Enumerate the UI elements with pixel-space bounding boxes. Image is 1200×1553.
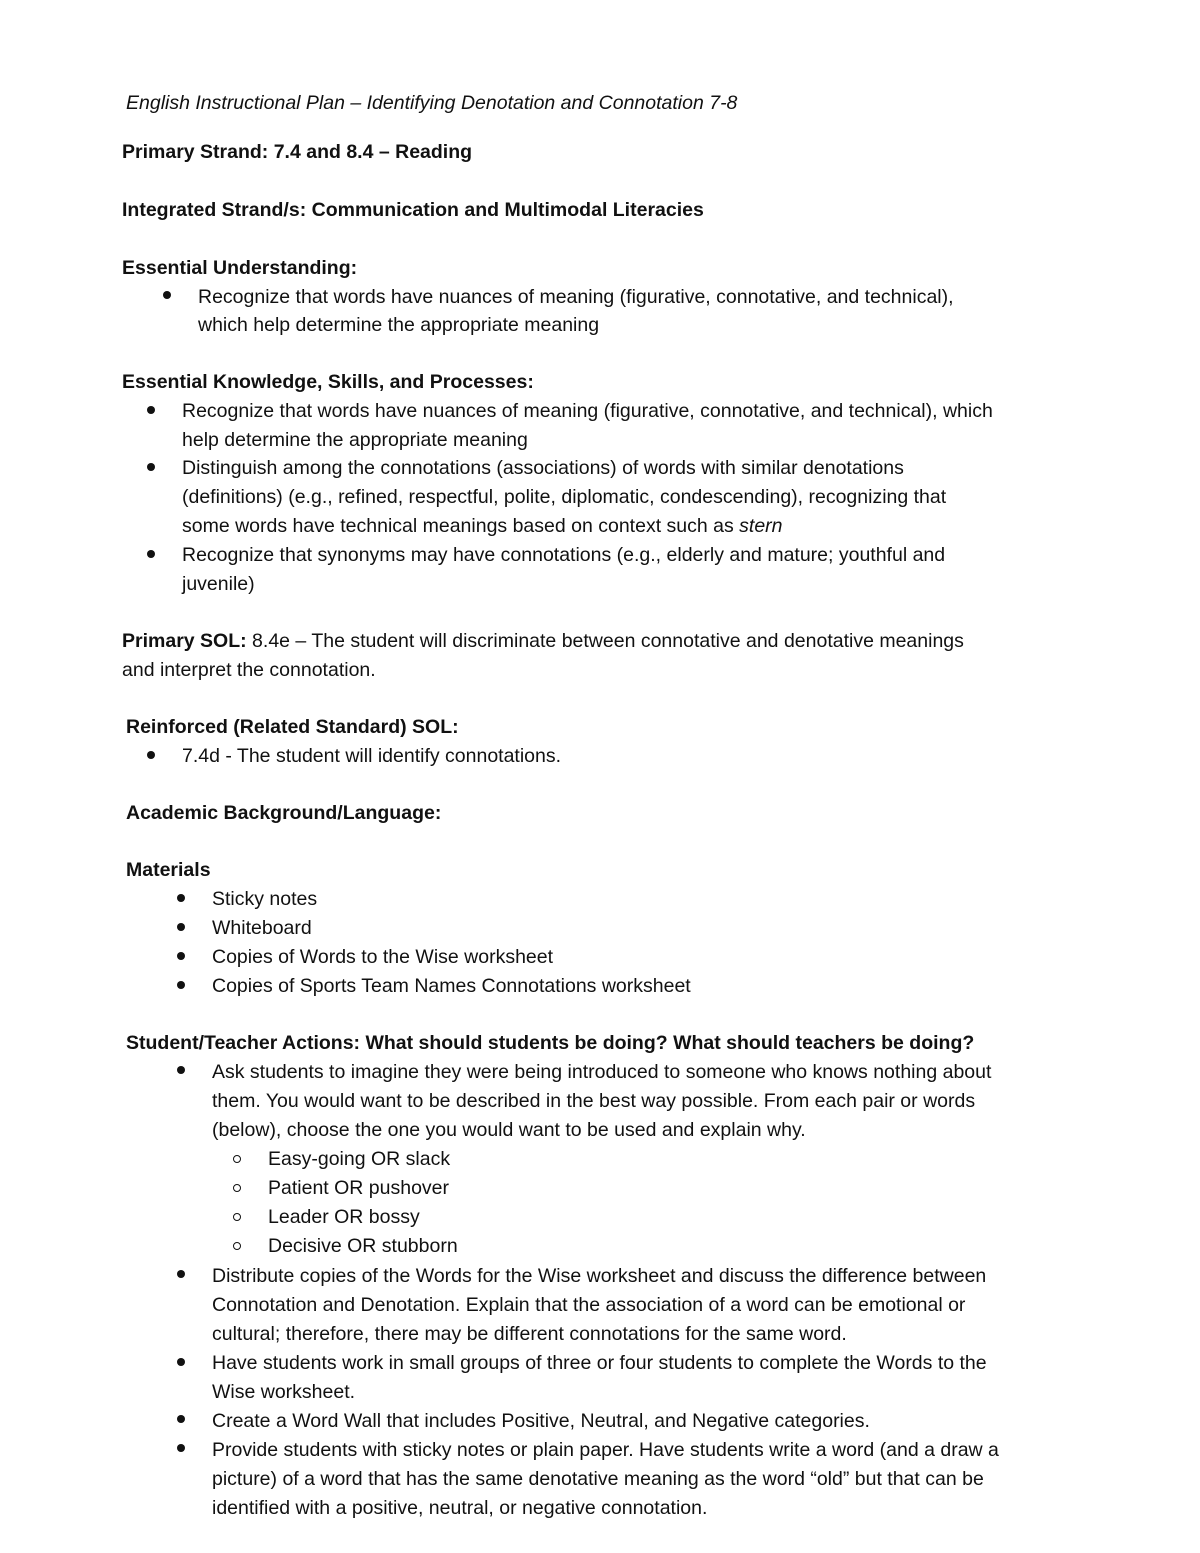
eksp-item-2-line-2: (definitions) (e.g., refined, respectful, polite, diplomatic, condescending), recognizing that xyxy=(182,486,947,508)
bullet-icon xyxy=(177,1415,185,1423)
integrated-strand: Integrated Strand/s: Communication and Multimodal Literacies xyxy=(122,199,704,221)
eksp-item-2-line-1: Distinguish among the connotations (associations) of words with similar denotations xyxy=(182,457,904,479)
bullet-icon xyxy=(177,981,185,989)
sub-item: Decisive OR stubborn xyxy=(268,1235,458,1257)
document-title: English Instructional Plan – Identifying Denotation and Connotation 7-8 xyxy=(126,92,738,114)
sub-item: Easy-going OR slack xyxy=(268,1148,451,1170)
sub-bullet-icon xyxy=(233,1155,241,1163)
materials-item: Sticky notes xyxy=(212,888,318,910)
bullet-icon xyxy=(177,1270,185,1278)
eksp-item-3-line-2: juvenile) xyxy=(182,573,255,595)
bullet-icon xyxy=(147,751,155,759)
actions-b4-line-1: Create a Word Wall that includes Positive, Neutral, and Negative categories. xyxy=(212,1410,870,1432)
academic-background-heading: Academic Background/Language: xyxy=(126,802,442,824)
eksp-item-2-line-3 xyxy=(182,512,783,541)
bullet-icon xyxy=(177,894,185,902)
materials-item: Copies of Sports Team Names Connotations worksheet xyxy=(212,975,691,997)
bullet-icon xyxy=(177,952,185,960)
materials-item: Whiteboard xyxy=(212,917,312,939)
sub-item: Leader OR bossy xyxy=(268,1206,420,1228)
eksp-heading: Essential Knowledge, Skills, and Processes: xyxy=(122,371,534,393)
actions-b5-line-2: picture) of a word that has the same denotative meaning as the word “old” but that can be xyxy=(212,1468,984,1490)
essential-understanding-heading: Essential Understanding: xyxy=(122,257,358,279)
eu-item-1-line-2: which help determine the appropriate meaning xyxy=(198,314,600,336)
reinforced-item-1: 7.4d - The student will identify connotations. xyxy=(182,745,562,767)
sub-bullet-icon xyxy=(233,1213,241,1221)
eksp-item-2-line-3-text: some words have technical meanings based on context such as xyxy=(182,515,740,537)
eksp-item-1-line-2: help determine the appropriate meaning xyxy=(182,429,528,451)
primary-sol-label: Primary SOL: xyxy=(122,630,247,652)
reinforced-heading: Reinforced (Related Standard) SOL: xyxy=(126,716,459,738)
actions-b2-line-3: cultural; therefore, there may be different connotations for the same word. xyxy=(212,1323,847,1345)
bullet-icon xyxy=(177,1444,185,1452)
materials-item: Copies of Words to the Wise worksheet xyxy=(212,946,554,968)
primary-strand: Primary Strand: 7.4 and 8.4 – Reading xyxy=(122,141,473,163)
bullet-icon xyxy=(163,291,171,299)
bullet-icon xyxy=(147,550,155,558)
actions-b5-line-3: identified with a positive, neutral, or negative connotation. xyxy=(212,1497,708,1519)
sub-item: Patient OR pushover xyxy=(268,1177,450,1199)
bullet-icon xyxy=(177,923,185,931)
actions-b2-line-2: Connotation and Denotation. Explain that the association of a word can be emotional or xyxy=(212,1294,966,1316)
eksp-item-3-line-1: Recognize that synonyms may have connotations (e.g., elderly and mature; youthful and xyxy=(182,544,946,566)
sub-bullet-icon xyxy=(233,1184,241,1192)
eksp-item-1-line-1: Recognize that words have nuances of meaning (figurative, connotative, and technical), which xyxy=(182,400,993,422)
bullet-icon xyxy=(147,406,155,414)
actions-b3-line-2: Wise worksheet. xyxy=(212,1381,356,1403)
materials-heading: Materials xyxy=(126,859,211,881)
eu-item-1-line-1: Recognize that words have nuances of meaning (figurative, connotative, and technical), xyxy=(198,286,954,308)
primary-sol-line-1 xyxy=(122,627,964,656)
actions-b2-line-1: Distribute copies of the Words for the Wise worksheet and discuss the difference between xyxy=(212,1265,987,1287)
stern-emphasis: stern xyxy=(739,515,783,537)
primary-sol-line-2: and interpret the connotation. xyxy=(122,659,376,681)
actions-heading: Student/Teacher Actions: What should students be doing? What should teachers be doing? xyxy=(126,1032,975,1054)
primary-sol-text: 8.4e – The student will discriminate between connotative and denotative meanings xyxy=(246,630,964,652)
bullet-icon xyxy=(177,1066,185,1074)
sub-bullet-icon xyxy=(233,1242,241,1250)
actions-b3-line-1: Have students work in small groups of three or four students to complete the Words to the xyxy=(212,1352,987,1374)
actions-b1-line-1: Ask students to imagine they were being introduced to someone who knows nothing about xyxy=(212,1061,992,1083)
actions-b1-line-2: them. You would want to be described in the best way possible. From each pair or words xyxy=(212,1090,976,1112)
bullet-icon xyxy=(177,1358,185,1366)
bullet-icon xyxy=(147,463,155,471)
actions-b5-line-1: Provide students with sticky notes or plain paper. Have students write a word (and a draw a xyxy=(212,1439,999,1461)
actions-b1-line-3: (below), choose the one you would want to be used and explain why. xyxy=(212,1119,806,1141)
